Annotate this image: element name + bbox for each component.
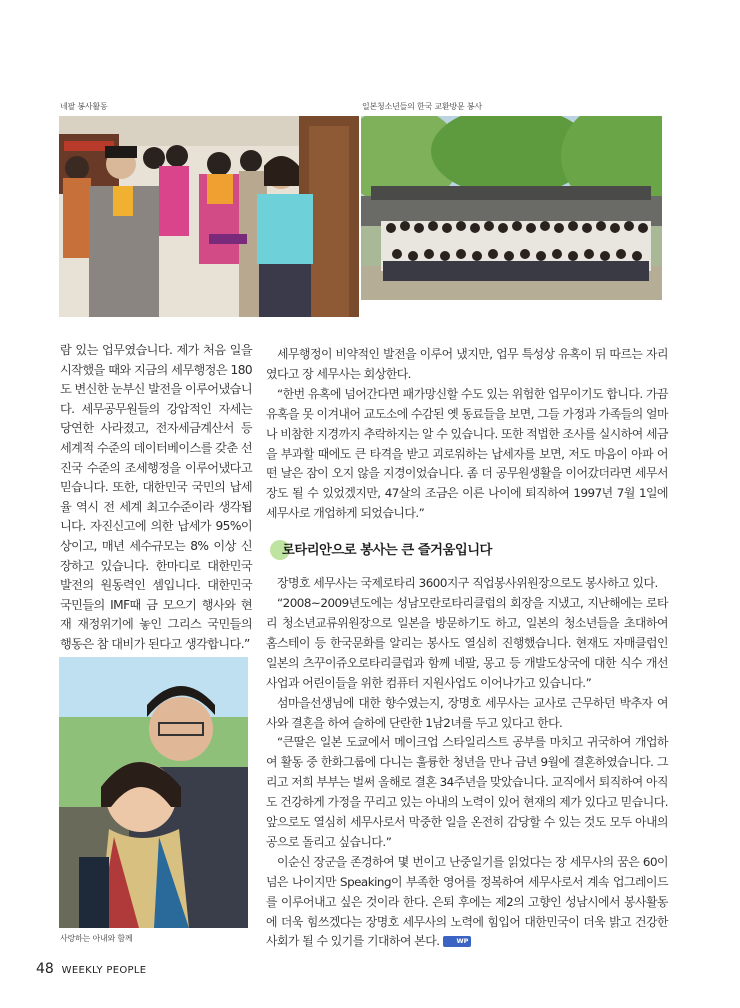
article-right-column [266, 345, 668, 952]
section-heading-text: 로타리안으로 봉사는 큰 즐거움입니다 [282, 543, 492, 559]
article-paragraph: “2008~2009년도에는 성남모란로타리클럽의 회장을 지냈고, 지난해에는 로타리 청소년교류위원장으로 일본을 방문하기도 하고, 일본의 청소년들을 초대하여 홈스테이 등 한국문화를 알리는 봉사도 열심히 진행했습니다. 현재도 자매클럽인 일본의 츠꾸이쥬오로타리클럽과 함께 네팔, 몽고 등 개발도상국에 대한 식수 개선사업과 어린이들을 위한 컴퓨터 지원사업도 이어나가고 있습니다.” [266, 596, 668, 690]
article-paragraph: “한번 유혹에 넘어간다면 패가망신할 수도 있는 위험한 업무이기도 합니다. 가끔 유혹을 못 이겨내어 교도소에 수감된 옛 동료들을 보면, 그들 가정과 가족들의 얼마나 비참한 지경까지 추락하지는 알 수 있습니다. 또한 적법한 조사를 실시하여 세금을 부과할 때에도 큰 타격을 받고 괴로워하는 납세자를 보면, 저도 마음이 아파 어떤 날은 잠이 오지 않을 지경이었습니다. 좀 더 공무원생활을 이어갔더라면 세무서장도 될 수 있었겠지만, 47살의 조금은 이른 나이에 퇴직하여 1997년 7월 1일에 세무사로 개업하게 되었습니다.” [266, 386, 668, 521]
article-paragraph-last [266, 853, 668, 953]
article-paragraph: 섬마을선생님에 대한 향수였는지, 장명호 세무사는 교사로 근무하던 박추자 여사와 결혼을 하여 슬하에 단란한 1남2녀를 두고 있다고 한다. [266, 695, 668, 730]
photo-japan-exchange [361, 116, 662, 300]
photo-caption-nepal: 네팔 봉사활동 [60, 102, 108, 111]
magazine-name: WEEKLY PEOPLE [61, 965, 147, 976]
article-paragraph: 세무행정이 비약적인 발전을 이루어 냈지만, 업무 특성상 유혹이 뒤 따르는 자리였다고 장 세무사는 회상한다. [266, 347, 668, 381]
photo-caption-japan: 일본청소년들의 한국 교환방문 봉사 [362, 102, 482, 111]
page-footer [36, 961, 146, 977]
article-paragraph-text: 이순신 장군을 존경하여 몇 번이고 난중일기를 읽었다는 장 세무사의 꿈은 60이 넘은 나이지만 Speaking이 부족한 영어를 정복하여 세무사로서 계속 업그레이드를 이루어내고 싶은 것이라 한다. 은퇴 후에는 제2의 고향인 성남시에서 봉사활동에 더욱 힘쓰겠다는 장명호 세무사의 노력에 힘입어 대한민국이 더욱 밝고 건강한 사회가 될 수 있기를 기대하여 본다. [266, 854, 668, 949]
section-heading [266, 536, 668, 564]
article-paragraph: 람 있는 업무였습니다. 제가 처음 일을 시작했을 때와 지금의 세무행정은 180도 변신한 눈부신 발전을 이루어냈습니다. 세무공무원들의 강압적인 자세는 당연한 사라졌고, 전자세금계산서 등 세계적 수준의 데이터베이스를 갖춘 선진국 수준의 조세행정을 이루어냈다고 믿습니다. 또한, 대한민국 국민의 납세율 역시 전 세계 최고수준이라 생각됩니다. 자진신고에 의한 납세가 95%이상이고, 매년 세수규모는 8% 이상 신장하고 있습니다. 한마디로 대한민국 발전의 원동력인 셈입니다. 대한민국 국민들의 IMF때 금 모으기 행사와 현재 재정위기에 놓인 그리스 국민들의 행동은 참 대비가 된다고 생각합니다.” [60, 343, 252, 651]
wp-end-badge: WP [443, 936, 472, 947]
article-left-column [60, 341, 252, 655]
article-paragraph: 장명호 세무사는 국제로타리 3600지구 직업봉사위원장으로도 봉사하고 있다. [277, 576, 658, 591]
article-paragraph: “큰딸은 일본 도쿄에서 메이크업 스타일리스트 공부를 마치고 귀국하여 개업하여 활동 중 한화그룹에 다니는 훌륭한 청년을 만나 금년 9월에 결혼하였습니다. 그리고 저희 부부는 벌써 올해로 결혼 34주년을 맞았습니다. 교직에서 퇴직하여 아직도 건강하게 가정을 꾸리고 있는 아내의 노력이 있어 현재의 제가 있다고 믿습니다. 앞으로도 열심히 세무사로서 막중한 일을 온전히 감당할 수 있는 것도 모두 아내의 공으로 돌리고 싶습니다.” [266, 735, 668, 849]
photo-nepal-volunteer [59, 116, 359, 317]
page-number: 48 [36, 961, 54, 977]
photo-caption-wife: 사랑하는 아내와 함께 [60, 934, 133, 943]
photo-with-wife [59, 657, 248, 928]
